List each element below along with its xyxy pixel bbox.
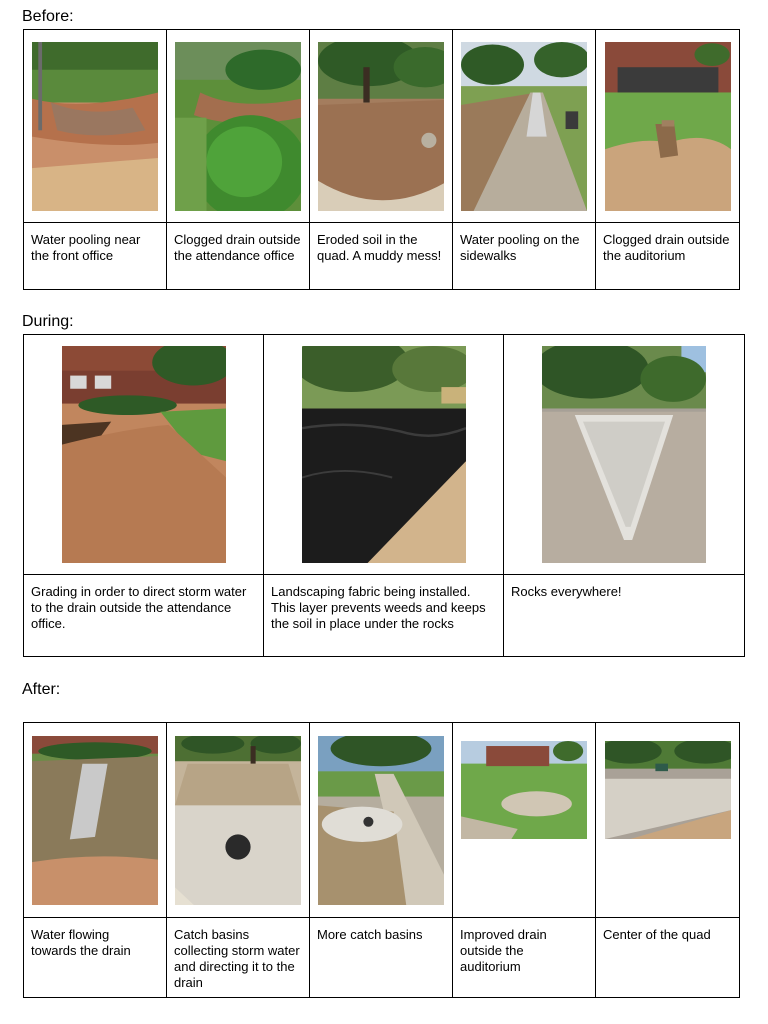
caption-rock-channel: Rocks everywhere! xyxy=(504,575,745,657)
photo-grading-path xyxy=(62,346,226,563)
photo-auditorium-clogged-drain xyxy=(605,42,731,211)
caption-catch-basin: Catch basins collecting storm water and directing it to the drain xyxy=(167,918,310,998)
photo-landscaping-fabric xyxy=(302,346,466,563)
photo-attendance-clogged-drain xyxy=(175,42,301,211)
after-table xyxy=(23,722,740,998)
photo-catch-basin xyxy=(175,736,301,905)
photo-rock-channel xyxy=(542,346,706,563)
caption-quad-eroded-soil: Eroded soil in the quad. A muddy mess! xyxy=(310,223,453,290)
photo-water-flowing xyxy=(32,736,158,905)
caption-quad-center: Center of the quad xyxy=(596,918,740,998)
photo-sidewalk-pooling xyxy=(461,42,587,211)
photo-front-office-pooling xyxy=(32,42,158,211)
photo-improved-auditorium-drain xyxy=(461,741,587,839)
before-table xyxy=(23,29,740,290)
caption-front-office-pooling: Water pooling near the front office xyxy=(24,223,167,290)
during-table xyxy=(23,334,745,657)
caption-water-flowing: Water flowing towards the drain xyxy=(24,918,167,998)
caption-grading-path: Grading in order to direct storm water to the drain outside the attendance office. xyxy=(24,575,264,657)
caption-sidewalk-pooling: Water pooling on the sidewalks xyxy=(453,223,596,290)
caption-improved-auditorium-drain: Improved drain outside the auditorium xyxy=(453,918,596,998)
photo-quad-center xyxy=(605,741,731,839)
photo-more-catch-basins xyxy=(318,736,444,905)
caption-attendance-clogged-drain: Clogged drain outside the attendance office xyxy=(167,223,310,290)
after-heading: After: xyxy=(22,681,61,698)
before-heading: Before: xyxy=(22,8,74,25)
caption-landscaping-fabric: Landscaping fabric being installed. This layer prevents weeds and keeps the soil in place under the rocks xyxy=(264,575,504,657)
caption-more-catch-basins: More catch basins xyxy=(310,918,453,998)
photo-quad-eroded-soil xyxy=(318,42,444,211)
caption-auditorium-clogged-drain: Clogged drain outside the auditorium xyxy=(596,223,740,290)
during-heading: During: xyxy=(22,313,74,330)
